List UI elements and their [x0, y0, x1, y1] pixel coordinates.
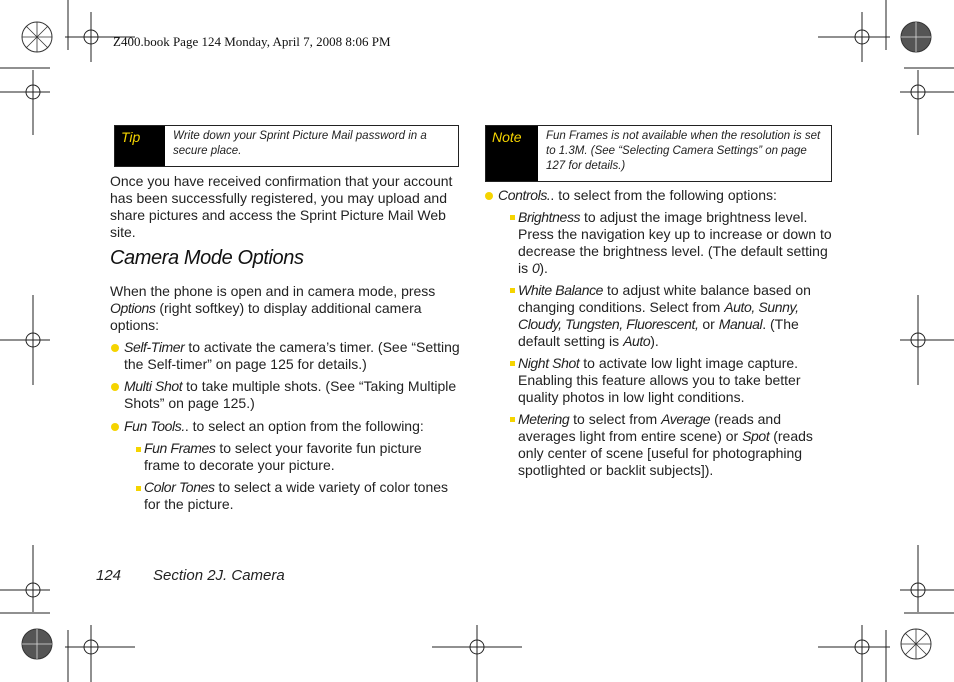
subbullet-white-balance: White Balance to adjust white balance based on changing conditions. Select from Auto, Sunny, Cloudy, Tungsten, Fluorescent, or Manual. (The default setting is Auto). [518, 282, 811, 349]
tip-callout [114, 125, 459, 167]
subbullet-square [510, 361, 515, 366]
subbullet-brightness: Brightness to adjust the image brightness level. Press the navigation key up to increase or down to decrease the brightness level. (The default setting is 0). [518, 209, 832, 276]
subbullet-square [136, 486, 141, 491]
bullet-multi-shot: Multi Shot to take multiple shots. (See “Taking Multiple Shots” on page 125.) [124, 378, 457, 411]
options-softkey: Options [110, 300, 156, 316]
subbullet-square [136, 447, 141, 452]
intro-paragraph: Once you have received confirmation that your account has been successfully registered, you may upload and share pictures and access the Sprint Picture Mail Web site. [110, 173, 453, 240]
subbullet-color-tones: Color Tones to select a wide variety of color tones for the picture. [144, 479, 449, 512]
bullet-dot [485, 192, 493, 200]
subbullet-square [510, 417, 515, 422]
bullet-self-timer: Self-Timer to activate the camera’s timer. (See “Setting the Self-timer” on page 125 for details.) [124, 339, 460, 372]
subbullet-square [510, 215, 515, 220]
note-label: Note [486, 126, 538, 181]
note-text: Fun Frames is not available when the resolution is set to 1.3M. (See “Selecting Camera Settings” on page 127 for details.) [546, 130, 821, 172]
bullet-fun-tools: Fun Tools.. to select an option from the following: [124, 418, 424, 434]
page-number: 124 [96, 567, 122, 584]
bullet-controls: Controls.. to select from the following options: [498, 187, 777, 203]
section-footer: Section 2J. Camera [153, 567, 285, 584]
options-intro: When the phone is open and in camera mode, press Options (right softkey) to display additional camera options: [110, 283, 436, 333]
tip-text: Write down your Sprint Picture Mail password in a secure place. [173, 130, 427, 157]
subbullet-square [510, 288, 515, 293]
print-header: Z400.book Page 124 Monday, April 7, 2008 8:06 PM [113, 34, 391, 49]
bullet-dot [111, 344, 119, 352]
subbullet-fun-frames: Fun Frames to select your favorite fun picture frame to decorate your picture. [144, 440, 422, 473]
bullet-dot [111, 423, 119, 431]
section-heading: Camera Mode Options [110, 247, 304, 269]
note-callout [485, 125, 832, 182]
subbullet-metering: Metering to select from Average (reads and averages light from entire scene) or Spot (reads only center of scene [useful for photographing spotlighted or backlit subjects]). [518, 411, 813, 478]
bullet-dot [111, 383, 119, 391]
tip-label: Tip [115, 126, 165, 166]
subbullet-night-shot: Night Shot to activate low light image capture. Enabling this feature allows you to take better quality photos in low light conditions. [518, 355, 801, 405]
